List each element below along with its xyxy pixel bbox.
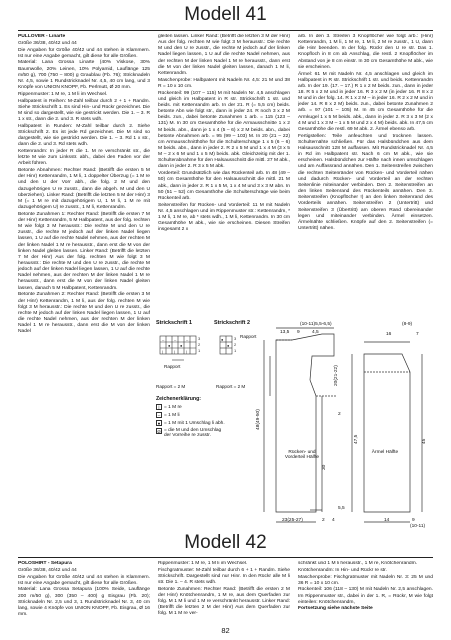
paragraph: Betonte Zunahmen 1: Rechter Rand: (Betrifft die ersten 7 M der Hinr) Kettenrandm, 5 M Halbpatent, aus der folg. rechten M wie folgt 3 M herausstr.: Die rechte M und den U re zusstr., die rechte M jedoch auf der linken Nadel liegen lassen, 1 U auf die rechte Nadel nehmen, aus der rechten M der linken Nadel 1 M re herausstr., dann erst die M von der linken Nadel gleiten lassen. Linker Rand: (Betrifft die letzten 7 M der Hinr) Aus der folg. rechten M wie folgt 3 M herausstr.: Die rechte M und den U re zusstr., die rechte M jedoch auf der linken Nadel liegen lassen, 1 U auf die rechte Nadel nehmen, aus der rechten M der linken Nadel 1 M re herausstr., dann erst die M von der linken Nadel gleiten lassen, danach 5 M Halbpatent, Kettenrandm.	[18, 211, 150, 291]
dim-bottom-mid: 2	[322, 518, 325, 523]
paragraph: Maschenprobe: Fischgratmuster mit Nadeln Nr. 3: 25 M und 36 R = 10 x 10 cm.	[298, 574, 433, 586]
model-41-column-1	[18, 34, 150, 530]
dim-h4: 47,5	[354, 434, 359, 444]
paragraph: gleiten lassen. Linker Rand: (Betrifft die letzten 3 M der Hinr) Aus der folg. rechten M wie folgt 3 M herausstr.: Die rechte M und den U re zusstr., die rechte M jedoch auf der linken Nadel liegen lassen, 1 U auf die rechte Nadel nehmen, aus der rechten M der linken Nadel 1 M re herausstr., dann erst die M von der linken Nadel gleiten lassen, danach 1 M li, Kettenrandm.	[158, 34, 290, 76]
paragraph: Rippenmuster: 1 M re, 1 M li im Wechsel.	[158, 561, 248, 566]
dim-armhole: 20(21-22)	[334, 365, 339, 386]
dim-top-right-c: 7	[416, 332, 419, 337]
paragraph: Ärmel: 61 M mit Nadeln Nr. 4,5 anschlagen und gleich im Halbpatent in R str. Strickschrift 1 str. und beids. Kettenrandm arb. In der 19. (17. – 17.) R 1 x 2 M beids. zun., dann in jeder 18. R 5 x 2 M und in jeder 16. R 3 x 2 M (in jeder 16. R 8 x 2 M und in der folg. 14. R 1 x 2 M – in jeder 16. R 2 x 2 M und in jeder 14. R 8 x 2 M) beids. zun., dabei betonte Zunahmen 2 arb. = 97 (101 – 105) M. In 45 cm Gesamthöhe für die Armkugel 1 x 5 M beids. abk., dann in jeder 2. R 3 x 3 M (2 x 4 M und 1 x 3 M – 1 x 5 M und 2 x 4 M) beids. abk. In 47,5 cm Gesamthöhe die restl. 69 M abk. 2. Ärmel ebenso arb.	[298, 71, 433, 132]
dim-bracket: (10-11)5,5-6,5)	[300, 322, 332, 327]
dim-bottom-left: 23(25-27)	[282, 518, 303, 523]
section-heading: PULLOVER - Linarte	[18, 34, 66, 39]
svg-text:2: 2	[198, 342, 201, 347]
paragraph: Fertigstellen: Teile anfeuchten und trocknen lassen. Schulternähte schließen. Für das Halsbündchen aus dem Halsausschnitt 128 M auffassen. Mit Rundstricknadel Nr. 4,5 in Rd im Halbpatent str. Nach 6 cm M abk., wie sie erscheinen. Halsbündchen zur Hälfte nach innen umschlagen und am Auffassrand annähen. Den 1. Seitenstreifen zwischen die rechten Seitenränder von Rücken- und Vorderteil nähen und dadurch Rücken- und Vorderteil an der rechten Seitenlinie miteinander verbinden. Den 2. Seitenstreifen an den linken Seitenrand des Rückenteils annähen. Den 3. Seitenstreifen (Knopflöcher !) an den linken Seitenrand des Vorderteils annähen. Seitenstreifen 2 (Untertritt) und Seitenstreifen 3 (Übertritt) am oberen Rand übereinander legen und miteinander verbinden. Ärmel einsetzen. Ärmelnähte schließen. Knöpfe auf den 2. Seitenstreifen (= Untertritt) nähen.	[298, 133, 433, 232]
k2tog-stitch-icon: ⊘	[157, 429, 161, 434]
svg-text:3: 3	[234, 336, 237, 341]
legend-row-k2tog	[156, 428, 228, 438]
paragraph: Vorderteil: Grundsätzlich wie das Rückenteil arb. In 48 (49 – 50) cm Gesamthöhe für den Halsausschnitt die mittl. 21 M abk., dann in jeder 2. R 1 x 5 M, 1 x 4 M und 3 x 3 M abn. In 50 (51 – 52) cm Gesamthöhe die Schulterschräge wie beim Rückenteil arb.	[158, 171, 290, 201]
legend-row-purl	[156, 412, 180, 418]
dim-h6: 5,5	[338, 506, 345, 511]
header-divider	[18, 30, 433, 31]
svg-text:●: ●	[168, 343, 171, 348]
paragraph: Betonte Abnahmen: Rechter Rand: (Betrifft die ersten 5 M der Hinr) Kettenrandm, 1 M li, 1 doppelter Überzug (= 1 M re und den U der Vorr abh., die folg. 2 M und den dazugehörigen U re zusstr., dann die abgeh. M und den U überziehen). Linker Rand: (Betrifft die letzten 5 M der Hinr) 3 M (= 1 M re mit dazugehörigem U, 1 M li, 1 M re mit dazugehörigem U) re zusstr., 1 M li, Kettenrandm.	[18, 168, 150, 210]
paragraph: Größe 36/38, 40/42 und 44	[18, 40, 77, 46]
paragraph: Betonte Zunahmen 2: Rechter Rand: (Betrifft die ersten 3 M der Hinr) Kettenrandm, 1 M li, aus der folg. rechten M wie folgt 3 M herausstr.: Die rechte M und den U re zusstr., die rechte M jedoch auf der linken Nadel liegen lassen, 1 U auf die rechte Nadel nehmen, aus der rechten M der linken Nadel 1 M re herausstr., dann erst die M von der linken Nadel	[18, 292, 150, 335]
rapport-label-2: Rapport	[240, 334, 257, 339]
paragraph: Rippenmuster: 1 M re, 1 M li im Wechsel.	[18, 91, 108, 97]
paragraph: Maschenprobe: Halbpatent mit Nadeln Nr. 4,5: 21 M und 38 R = 10 x 10 cm.	[158, 77, 290, 89]
strickschrift-1-grid	[156, 330, 204, 390]
paragraph: Rückenteil: 106 (118 – 130) M mit Nadeln Nr. 2,5 anschlagen. Im Rippenmuster str., dabei in der 1. R, = Rückr, M wie folgt einteilen: Knötchenrandm,	[298, 587, 433, 605]
dim-height-left: 48(49-50)	[256, 409, 261, 430]
svg-text:3: 3	[198, 336, 201, 341]
model-42-column-3	[298, 561, 433, 623]
dim-top-left: 13,5	[280, 330, 290, 335]
paragraph: Halbpatent in Runden: M-Zahl teilbar durch 2. Siehe Strickschrift 2. Es ist jede Rd gezeichnet. Die M sind so dargestellt, wie sie gestrickt werden. Die 1. – 3. Rd 1 x str., dann die 2. und 3. Rd stets wdh.	[18, 123, 150, 148]
legend-text-slip: = 1 M mit 1 Umschlag li abh.	[164, 420, 225, 426]
dim-h3: 30	[322, 464, 327, 470]
knit-stitch-icon: |	[156, 404, 162, 410]
svg-text:1: 1	[234, 348, 237, 353]
dim-bottom-right2: 9	[412, 518, 415, 523]
paragraph: Seitenstreifen für Rücken- und Vorderteil: 11 M mit Nadeln Nr. 4,5 anschlagen und im Rippenmuster str.: Kettenrandm, * 1 M li, 1 M re, ab * stets wdh., 1 M li, Kettenrandm. In 30 cm Gesamthöhe M abk., wie sie erscheinen. Diesen Streifen insgesamt 2 x	[158, 202, 290, 233]
purl-stitch-icon: –	[157, 413, 161, 418]
paragraph: Kettenrandm: In jeder R die 1. M re verschränkt str., die letzte M wie zum Linksstr. abh., dabei den Faden vor der Arbeit führen.	[18, 148, 150, 167]
paragraph: Halbpatent in Reihen: M-Zahl teilbar durch 2 + 1 + Randm. Siehe Strickschrift 1. Es sind Hin- und Rückr gezeichnet. Die M sind so dargestellt, wie sie gestrickt werden. Die 1. – 3. R 1 x str., dann die 2. und 3. R stets wdh.	[18, 98, 150, 122]
model-42-column-1	[18, 561, 150, 623]
strickschrift-1-label: Strickschrift 1	[156, 320, 192, 326]
legend-text-knit: = 1 M re	[164, 404, 182, 410]
model-41-title: Modell 41	[184, 4, 267, 25]
svg-text:|: |	[162, 349, 164, 354]
svg-text:|: |	[174, 349, 176, 354]
paragraph: Fischgratmuster: M-Zahl teilbar durch 6 + 1 + Randm. Siehe Strickschrift. Dargestellt sind nur Hinr. In den Rückr alle M li str. Die 1. – 4. R stets wdh.	[158, 567, 290, 586]
svg-text:●: ●	[180, 343, 183, 348]
svg-text:–: –	[162, 337, 165, 342]
dim-h2: 2	[338, 412, 341, 417]
rapport-label-1: Rapport	[164, 364, 181, 369]
paragraph: Größe 36/38, 40/42 und 44	[18, 567, 77, 573]
svg-text:●: ●	[221, 337, 224, 342]
model-42-title: Modell 42	[184, 532, 267, 553]
dim-top-mid: 9	[297, 330, 300, 335]
page-number: 82	[221, 626, 230, 635]
dim-top-right-a: (8-9)	[402, 322, 413, 327]
svg-text:1: 1	[198, 348, 201, 353]
strickschrift-2-label: Strickschrift 2	[214, 320, 250, 326]
paragraph: Rückenteil: 99 (107 – 115) M mit Nadeln Nr. 4,5 anschlagen und gleich im Halbpatent in R str. Strickschrift 1 str. und beids. mit Kettenrandm arb. In der 21. R (= 5,5 cm) beids. betonte Abn wie folgt str., dann in jeder 24. R noch 3 x 2 M beids. zun., dabei betonte Zunahmen 1 arb. = 115 (123 – 131) M. In 30 cm Gesamthöhe für die Armausschnitte 1 x 2 M beids. abn., dann je 1 x 4 (5 – 6) x 2 M beids. abn., dabei betonte Abnahmen arb. = 95 (99 – 103) M. In 20 (21 – 22) cm Armausschnitthöhe für die Schulterschräge 1 x 5 (6 – 6) M beids. abn., dann in jeder 2. R 2 x 5 M und 1 x 4 M (3 x 5 M – 2 x 6 M und 1 x 5 M) beids. abk. Gleichzeitig mit der 1. Schulterabnahme für den Halsausschnitt die mittl. 27 M abk., dann in jeder 2. R 3 x 5 M abk.	[158, 90, 290, 170]
model-41-column-2	[158, 34, 290, 316]
sleeve-label: Ärmel Hälfte	[371, 450, 399, 455]
paragraph: Knötchenrandm: In Hin- und Rückr re str.	[298, 567, 387, 573]
section-heading: POLOSHIRT - Setapura	[18, 561, 72, 566]
legend-text-purl: = 1 M li	[164, 412, 180, 418]
dim-h5: 45	[422, 438, 427, 444]
paragraph: Material: Lana Grossa Setapura (100% Seide, Lauflänge 200 m/50 g), 300 (350 – 400) g Eisgrau (Fb. 20); Stricknadeln Nr. 2,5 und 3, 1 Rundstricknadel Nr. 3, 40 cm lang, sowie 4 Knöpfe von UNION KNOPF, Fb. Eisgrau, Ø 16 mm.	[18, 587, 150, 618]
svg-text:2: 2	[234, 342, 237, 347]
paragraph: schränkt und 1 M li herausstr., 1 M re, Knötchenrandm.	[298, 561, 418, 566]
panel-label: Rücken- und Vorderteil Hälfte	[284, 450, 320, 460]
svg-text:|: |	[186, 349, 188, 354]
dim-bottom-mid2: 4	[332, 518, 335, 523]
rapport-2m-label-1: Rapport = 2 M	[156, 384, 186, 389]
svg-text:–: –	[186, 337, 189, 342]
svg-text:–: –	[174, 337, 177, 342]
slip-stitch-icon: ●	[157, 421, 161, 426]
legend-row-slip	[156, 420, 225, 426]
dim-bottom-right: 14	[384, 518, 390, 523]
garment-schematic	[252, 320, 436, 529]
rapport-2m-label-2: Rapport = 2 M	[216, 384, 246, 389]
legend-title: Zeichenerklärung:	[156, 396, 201, 402]
dim-top-small: 4,5	[312, 330, 319, 335]
paragraph: arb. In den 3. Streifen 3 Knopflöcher wie folgt arb.: (Hinr) Kettenrandm, 1 M li, 1 M re, 1 M li, 2 M re zusstr., 1 U, dann die Hinr beenden. In der folg. Rückr den U re str. Das 1. Knopfloch in 8 cm ab Anschlag, die restl. 2 Knopflöcher im Abstand von je 8 cm einstr. In 30 cm Gesamthöhe M abk., wie sie erscheinen.	[298, 34, 433, 70]
paragraph: Betonte Zunahmen: Rechter Rand: (Betrifft die ersten 2 M der Hinr) Knötchenrandm, 1 M re, aus dem Querfaden zur folg. M 1 M li und 1 M re verschränkt herausstr. Linker Rand: (Betrifft die letzten 2 M der Hinr) Aus dem Querfaden zur folg. M 1 M re ver-	[158, 586, 290, 617]
paragraph: Die Angaben für Größe 40/42 und 44 stehen in Klammern. Ist nur eine Angabe gemacht, gilt diese für alle Größen.	[18, 574, 150, 586]
legend-row-knit	[156, 404, 182, 410]
paragraph: Material: Lana Grossa Linarte (40% Viskose, 30% Baumwolle, 20% Leinen, 10% Polyamid, Lauflänge 125 m/50 g), 700 (750 – 800) g Graublau (Fb. 76); Stricknadeln Nr. 4,5, sowie 1 Rundstricknadel Nr. 4,5, 40 cm lang, und 3 Knöpfe von UNION KNOPF, Fb. Perlmutt, Ø 20 mm.	[18, 60, 150, 91]
section-heading: Fortsetzung siehe nächste Seite	[298, 606, 373, 612]
legend-text-k2tog: = die M und den Umschlag der Vorreihe re zusstr.	[164, 428, 222, 438]
svg-text:●: ●	[227, 343, 230, 348]
pattern-diagram-area	[152, 320, 436, 529]
model-41-column-3	[298, 34, 433, 320]
model-42-column-2	[158, 561, 290, 623]
section-divider	[18, 557, 433, 558]
dim-top-right-b: 16	[386, 332, 392, 337]
paragraph: Die Angaben für Größe 40/42 und 44 stehen in Klammern. Ist nur eine Angabe gemacht, gilt diese für alle Größen.	[18, 47, 150, 59]
dim-bottom-right3: (10-11)	[410, 524, 426, 529]
